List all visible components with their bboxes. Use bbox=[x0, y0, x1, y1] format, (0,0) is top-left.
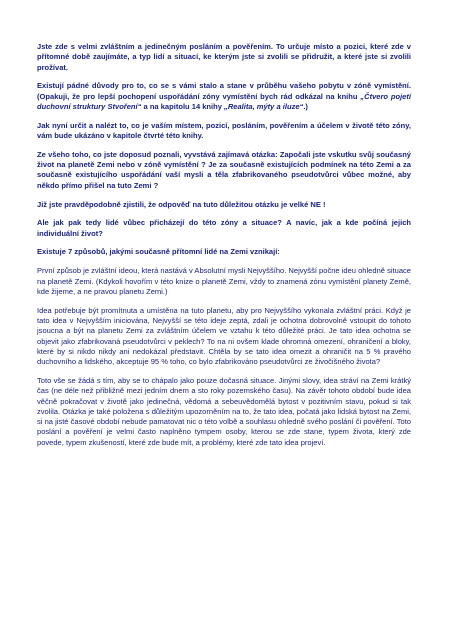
text-run: Jak nyní určit a nalézt to, co je vaším místem, pozicí, posláním, pověřením a účelem v životě této zóny, vám bude ukázáno v kapitole čtvrté této knihy. bbox=[37, 120, 411, 141]
text-run: Idea potřebuje být promítnuta a umístěna na tuto planetu, aby pro Nejvyššího vykonala zvláštní práci. Když je tato idea v Nejvyšším iniciována, Nejvyšší se této ideje zeptá, zdali je ochotna dobrovolně vstoupit do tohoto jsoucna a být na planetu Zemi za zvláštním účelem ve vztahu k této důležité práci. Je tato idea ochotna se objevit jako zfabrikovaná pseudotvůrci v peklech? To na ni ovšem klade ohromná omezení, ohraničení a bloky, které by si nikdo nikdy ani nedokázal představit. Chtěla by se tato idea omezit a ohraničit na 5 % pravého duchovního a lidského, akceptuje 95 % toho, co bylo zfabrikováno pseudotvůrci ze živočišného života? bbox=[37, 305, 411, 367]
text-run: Toto vše se žádá s tím, aby se to chápalo jako pouze dočasná situace. Jinými slovy, idea stráví na Zemi krátký čas (ne déle než přibližně mezi jedním dnem a sto roky pozemského času). Na závěr tohoto období bude idea věčně pokračovat v životě jako jedinečná, vědomá a sebeuvědomělá bytost v pozitivním stavu, pokud si tak zvolila. Otázka je také položena s důležitým upozorněním na to, že tato idea, počatá jako lidská bytost na Zemi, si na jisté časové období nebude pamatovat nic o této volbě a souhlasu ohledně svého poslání či pověření. Toto poslání a pověření je velmi často naplněno tympem osoby, kterou se zde stane, typem života, který zde povede, typem zkušeností, které zde bude mít, a problémy, které zde tato idea projeví. bbox=[37, 375, 411, 447]
paragraph-8 bbox=[37, 266, 411, 297]
paragraph-5 bbox=[37, 200, 411, 210]
text-run: Jste zde s velmi zvláštním a jedinečným posláním a pověřením. To určuje místo a pozici, které zde v přítomné době zaujímáte, a typ lidí a situací, ke kterým jste si zvolili se přidružit, a které jste si zvolili prožívat. bbox=[37, 42, 411, 72]
paragraph-3 bbox=[37, 121, 411, 142]
book-title-italic: „Čtvero pojetí duchovní struktury Stvoření“ bbox=[37, 91, 411, 111]
text-run: Ze všeho toho, co jste doposud poznali, vyvstává zajímavá otázka: Započali jste vskutku svůj současný život na planetě Zemi nebo v zóně vymístění ? Je za současně existujících podmínek na této Zemi a za současně existujícího uspořádání vaší mysli a těla zfabrikovaného pseudotvůrci vůbec možné, aby někdo přímo přišel na tuto Zemi ? bbox=[37, 149, 411, 190]
paragraph-4 bbox=[37, 150, 411, 191]
text-run: a na kapitolu 14 knihy bbox=[141, 101, 225, 111]
paragraph-9 bbox=[37, 306, 411, 368]
paragraph-6 bbox=[37, 218, 411, 239]
text-run: Existují pádné důvody pro to, co se s vámi stalo a stane v průběhu vašeho pobytu v zóně vymístění. (Opakuji, že pro lepší pochopení uspořádání zóny vymístění bych rád odkázal na knihu bbox=[37, 81, 411, 101]
text-run: Existuje 7 způsobů, jakými současně přítomní lidé na Zemi vznikají: bbox=[37, 247, 280, 257]
book-title-italic: „Realita, mýty a iluze“ bbox=[224, 101, 304, 111]
paragraph-10 bbox=[37, 376, 411, 448]
paragraph-2 bbox=[37, 81, 411, 112]
paragraph-7 bbox=[37, 247, 411, 257]
text-run: .) bbox=[303, 101, 308, 111]
text-run: Ale jak pak tedy lidé vůbec přicházejí do této zóny a situace? A navíc, jak a kde počíná jejich individuální život? bbox=[37, 218, 411, 238]
paragraph-1 bbox=[37, 42, 411, 73]
text-run: První způsob je zvláštní ideou, která nastává v Absolutní mysli Nejvyššího. Nejvyšší počne ideu ohledně situace na planetě Zemi. (Kdykoli hovořím v této knize o planetě Zemi, vždy to znamená zónu vymístění planety Země, kde žijeme, a ne pravou planetu Zemi.) bbox=[37, 266, 411, 296]
text-run: Již jste pravděpodobně zjistili, že odpověď na tuto důležitou otázku je velké NE ! bbox=[37, 199, 326, 209]
